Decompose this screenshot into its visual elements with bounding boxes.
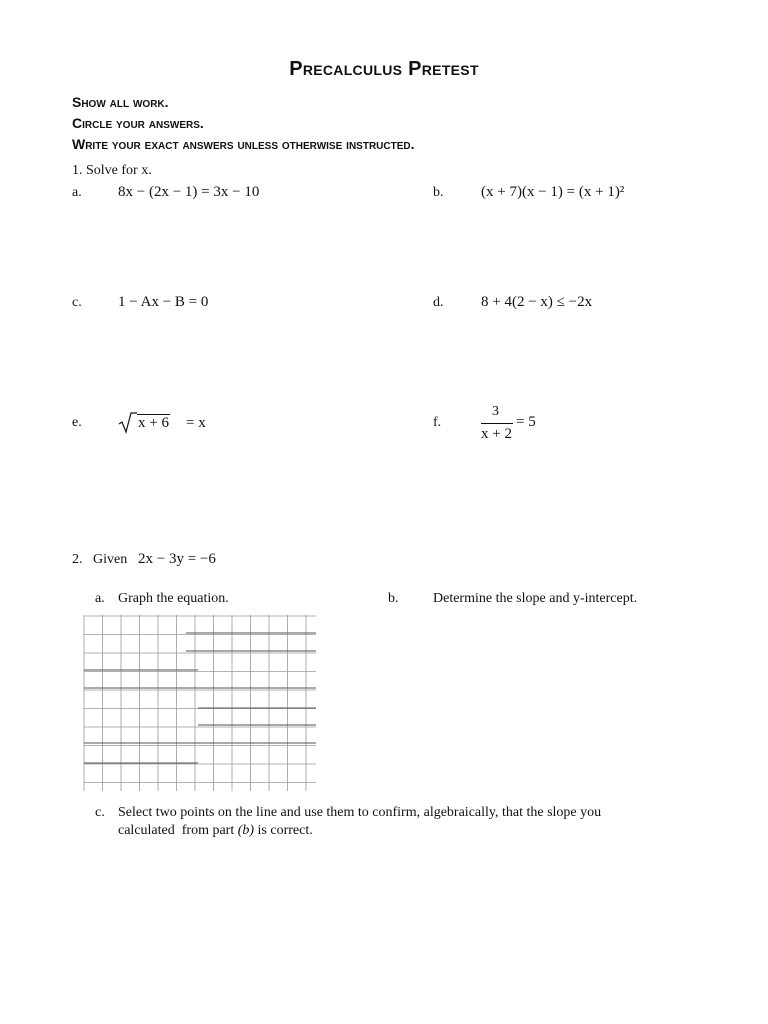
q1a-equation: 8x − (2x − 1) = 3x − 10 (118, 184, 260, 200)
question-2-prompt: 2. Given (72, 552, 128, 567)
q2b-label: b. (388, 591, 399, 606)
q2c-line2-post: is correct. (254, 823, 313, 838)
q2c-line2-emphasis: (b) (237, 823, 255, 838)
q2b-text: Determine the slope and y-intercept. (433, 591, 638, 606)
q1e-rhs: = x (186, 415, 206, 431)
q2a-label: a. (95, 591, 105, 606)
q1f-rhs: = 5 (516, 414, 536, 430)
question-1-prompt: 1. Solve for x. (72, 163, 152, 178)
q1c-label: c. (72, 295, 82, 310)
radical-sign-icon (118, 411, 138, 435)
q1e-radicand: x + 6 (138, 415, 169, 431)
q1f-numerator: 3 (492, 404, 499, 419)
q2c-line1: Select two points on the line and use them to confirm, algebraically, that the slope you (118, 805, 602, 820)
q2a-text: Graph the equation. (118, 591, 229, 606)
q1d-label: d. (433, 295, 444, 310)
q1b-equation: (x + 7)(x − 1) = (x + 1)² (481, 184, 625, 200)
q2c-line2-pre: calculated from part (118, 823, 238, 838)
q1e-label: e. (72, 415, 82, 430)
q1f-denominator: x + 2 (481, 426, 512, 442)
q1d-equation: 8 + 4(2 − x) ≤ −2x (481, 294, 593, 310)
page-title: Precalculus Pretest (289, 58, 479, 80)
instruction-exact-answers: Write your exact answers unless otherwise instructed. (72, 136, 415, 152)
q1c-equation: 1 − Ax − B = 0 (118, 294, 209, 310)
q1f-label: f. (433, 415, 442, 430)
graph-grid (80, 613, 320, 793)
q2c-label: c. (95, 805, 105, 820)
instruction-circle-answers: Circle your answers. (72, 115, 204, 131)
q1f-fraction-bar (481, 423, 513, 424)
q1a-label: a. (72, 185, 82, 200)
q2-equation: 2x − 3y = −6 (138, 551, 216, 567)
q2c-line2 (118, 823, 313, 839)
instruction-show-work: Show all work. (72, 94, 169, 110)
q1b-label: b. (433, 185, 444, 200)
